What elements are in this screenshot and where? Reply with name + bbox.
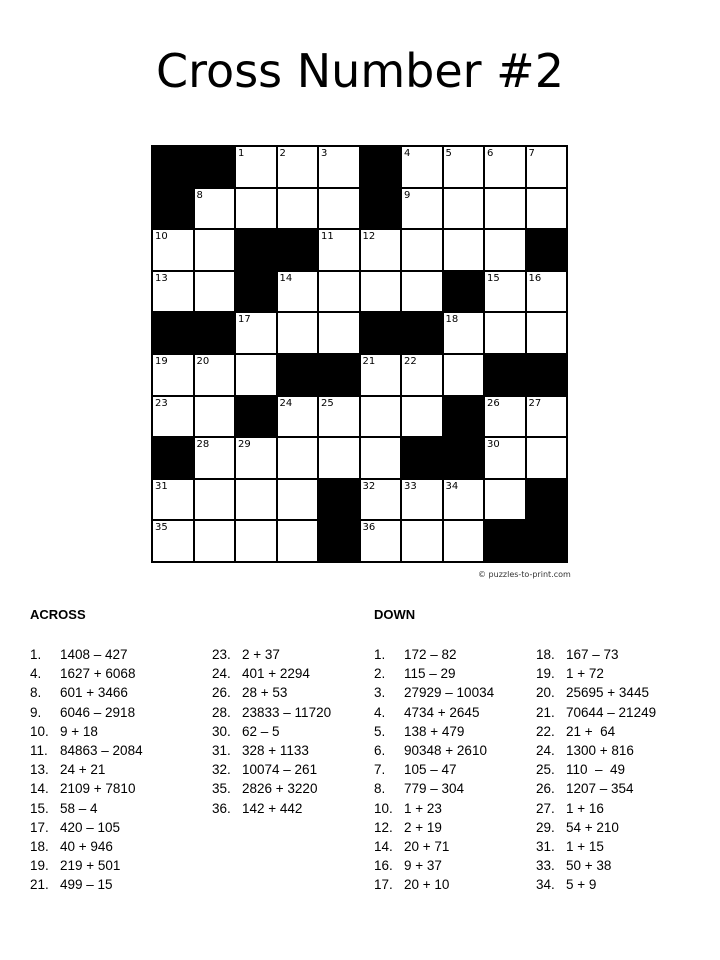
grid-cell[interactable] [527, 438, 567, 478]
clue-number: 14. [374, 838, 393, 854]
grid-cell[interactable] [319, 189, 359, 229]
grid-cell[interactable] [153, 230, 193, 270]
down-heading: DOWN [374, 607, 416, 622]
down-clues-column-1 [374, 645, 494, 894]
clue-expression: 2109 + 7810 [60, 781, 136, 797]
clue-number: 30. [212, 723, 231, 739]
clue-item [30, 779, 143, 798]
clue-expression: 1 + 72 [566, 666, 604, 682]
clue-expression: 54 + 210 [566, 819, 619, 835]
clue-number: 26. [536, 781, 555, 797]
clue-number: 6. [374, 742, 386, 758]
clue-number: 9 [404, 189, 411, 201]
clue-number: 25 [321, 397, 334, 409]
grid-cell-black [485, 355, 525, 395]
clue-number: 3 [321, 148, 328, 159]
clue-number: 5. [374, 723, 386, 739]
clue-number: 23. [212, 647, 231, 662]
clue-item [30, 645, 143, 664]
clue-item [374, 837, 494, 856]
clue-number: 14. [30, 781, 49, 797]
grid-cell[interactable] [195, 355, 235, 395]
clue-item [536, 703, 656, 722]
clue-item [212, 683, 331, 702]
clue-expression: 499 – 15 [60, 877, 113, 893]
grid-cell-black [195, 147, 235, 187]
grid-cell-black [153, 313, 193, 353]
grid-cell[interactable] [485, 313, 525, 353]
clue-expression: 20 + 10 [404, 877, 450, 893]
grid-cell[interactable] [153, 272, 193, 312]
across-clues-column-2 [212, 645, 331, 818]
clue-expression: 9 + 37 [404, 858, 442, 874]
grid-cell-black [402, 438, 442, 478]
grid-cell[interactable] [527, 397, 567, 437]
grid-cell[interactable] [153, 397, 193, 437]
grid-cell[interactable] [485, 438, 525, 478]
clue-expression: 1 + 15 [566, 838, 604, 854]
clue-number: 32 [362, 480, 376, 492]
clue-expression: 24 + 21 [60, 762, 106, 778]
clue-item [212, 645, 331, 664]
clue-item [536, 722, 656, 741]
clue-expression: 172 – 82 [404, 647, 457, 662]
clue-number: 1 [238, 148, 245, 159]
grid-cell[interactable] [444, 521, 484, 561]
clue-number: 30 [487, 439, 500, 451]
clue-item [374, 779, 494, 798]
clue-expression: 167 – 73 [566, 647, 619, 662]
clue-number: 8. [374, 781, 386, 797]
clue-item [374, 818, 494, 837]
clue-number: 19. [30, 858, 49, 874]
grid-cell[interactable] [195, 230, 235, 270]
grid-cell-black [485, 521, 525, 561]
grid-cell[interactable] [278, 480, 318, 520]
grid-cell[interactable] [527, 189, 567, 229]
clue-item [30, 818, 143, 837]
clue-number: 6 [487, 148, 494, 159]
clue-number: 31. [212, 742, 231, 758]
clue-expression: 420 – 105 [60, 819, 121, 835]
crossnumber-grid [151, 145, 568, 563]
clue-number: 5 [445, 148, 452, 159]
grid-cell-black [319, 521, 359, 561]
clue-number: 31 [155, 480, 168, 492]
clue-number: 28. [212, 704, 231, 720]
grid-cell-black [278, 355, 318, 395]
clue-number: 21. [536, 704, 555, 720]
clue-number: 34. [536, 877, 555, 893]
clue-expression: 27929 – 10034 [404, 685, 495, 701]
grid-cell[interactable] [361, 397, 401, 437]
clue-item [374, 760, 494, 779]
clue-number: 20 [196, 355, 210, 367]
across-clues-column-1 [30, 645, 143, 894]
clue-expression: 5 + 9 [566, 877, 597, 893]
grid-cell[interactable] [444, 313, 484, 353]
clue-number: 32. [212, 762, 231, 778]
clue-number: 21 [362, 355, 376, 367]
clue-number: 26 [487, 397, 500, 409]
clue-number: 2 [279, 148, 286, 159]
clue-expression: 28 + 53 [242, 685, 288, 701]
across-heading: ACROSS [30, 607, 86, 622]
grid-cell[interactable] [485, 272, 525, 312]
clue-expression: 115 – 29 [404, 666, 456, 682]
clue-item [212, 760, 331, 779]
clue-expression: 25695 + 3445 [566, 685, 649, 701]
clue-item [30, 664, 143, 683]
clue-item [212, 741, 331, 760]
grid-cell-black [236, 272, 276, 312]
grid-cell[interactable] [153, 355, 193, 395]
clue-number: 12. [374, 819, 393, 835]
clue-number: 33. [536, 858, 555, 874]
clue-expression: 779 – 304 [404, 781, 465, 797]
grid-cell-black [444, 272, 484, 312]
clue-item [212, 722, 331, 741]
clue-expression: 601 + 3466 [60, 685, 128, 701]
clue-expression: 142 + 442 [242, 800, 303, 816]
grid-cell[interactable] [195, 480, 235, 520]
clue-number: 23 [155, 397, 168, 409]
clue-number: 16 [528, 272, 542, 284]
grid-cell[interactable] [444, 189, 484, 229]
clue-number: 33 [404, 480, 417, 492]
clue-number: 7. [374, 762, 386, 778]
grid-cell[interactable] [195, 189, 235, 229]
grid-cell[interactable] [485, 480, 525, 520]
clue-item [212, 779, 331, 798]
clue-expression: 1300 + 816 [566, 742, 634, 758]
grid-cell-black [527, 521, 567, 561]
grid-cell[interactable] [319, 272, 359, 312]
clue-number: 9. [30, 704, 42, 720]
clue-item [374, 875, 494, 894]
clue-number: 29 [238, 439, 251, 451]
grid-cell[interactable] [278, 272, 318, 312]
grid-cell-black [527, 230, 567, 270]
grid-cell[interactable] [153, 521, 193, 561]
grid-cell-black [278, 230, 318, 270]
clue-expression: 62 – 5 [242, 723, 280, 739]
grid-cell-black [361, 147, 401, 187]
clue-number: 16. [374, 858, 393, 874]
clue-number: 21. [30, 877, 49, 893]
clue-expression: 70644 – 21249 [566, 704, 657, 720]
clue-item [212, 664, 331, 683]
clue-number: 24 [279, 397, 293, 409]
grid-cell[interactable] [361, 272, 401, 312]
clue-item [374, 645, 494, 664]
clue-number: 10. [30, 723, 49, 739]
clue-expression: 2826 + 3220 [242, 781, 318, 797]
clue-number: 25. [536, 762, 555, 778]
clue-number: 7 [528, 148, 535, 159]
clue-number: 35 [155, 522, 168, 534]
clue-number: 4 [404, 148, 411, 159]
grid-cell[interactable] [236, 438, 276, 478]
clue-number: 17. [30, 819, 49, 835]
clue-item [536, 818, 656, 837]
grid-cell[interactable] [402, 397, 442, 437]
clue-item [30, 837, 143, 856]
clue-item [536, 664, 656, 683]
clue-expression: 401 + 2294 [242, 666, 310, 682]
clue-number: 11. [30, 742, 48, 758]
clue-number: 29. [536, 819, 555, 835]
clue-number: 18. [30, 838, 49, 854]
clue-number: 10. [374, 800, 393, 816]
page-title: Cross Number #2 [156, 44, 564, 98]
clue-number: 11 [321, 231, 334, 243]
clue-expression: 1 + 23 [404, 800, 442, 816]
grid-cell[interactable] [236, 355, 276, 395]
grid-cell-black [319, 355, 359, 395]
clue-number: 13. [30, 762, 49, 778]
grid-cell-black [527, 355, 567, 395]
clue-expression: 105 – 47 [404, 762, 457, 778]
grid-cell[interactable] [236, 313, 276, 353]
clue-expression: 10074 – 261 [242, 762, 318, 778]
clue-number: 15. [30, 800, 49, 816]
clue-number: 24. [212, 666, 231, 682]
clue-number: 8. [30, 685, 42, 701]
grid-cell[interactable] [402, 272, 442, 312]
grid-cell[interactable] [485, 147, 525, 187]
clue-number: 18. [536, 647, 555, 662]
grid-cell[interactable] [278, 147, 318, 187]
grid-cell[interactable] [195, 521, 235, 561]
clue-item [536, 683, 656, 702]
clue-expression: 219 + 501 [60, 858, 121, 874]
grid-cell[interactable] [236, 480, 276, 520]
grid-cell[interactable] [319, 397, 359, 437]
clue-number: 26. [212, 685, 231, 701]
clue-expression: 84863 – 2084 [60, 742, 143, 758]
clue-number: 34 [445, 480, 459, 492]
grid-cell[interactable] [236, 521, 276, 561]
grid-cell[interactable] [444, 230, 484, 270]
clue-item [30, 703, 143, 722]
clue-number: 35. [212, 781, 231, 797]
clue-item [30, 760, 143, 779]
copyright-notice: © puzzles-to-print.com [478, 570, 571, 579]
clue-expression: 6046 – 2918 [60, 704, 136, 720]
down-clues-column-2 [536, 645, 656, 894]
clue-number: 15 [487, 272, 500, 284]
clue-number: 18 [445, 314, 459, 326]
clue-expression: 9 + 18 [60, 723, 98, 739]
grid-cell-black [444, 397, 484, 437]
grid-cell[interactable] [444, 147, 484, 187]
clue-number: 1. [374, 647, 386, 662]
grid-cell-black [361, 189, 401, 229]
grid-cell[interactable] [278, 438, 318, 478]
clue-expression: 23833 – 11720 [242, 704, 332, 720]
grid-cell-black [361, 313, 401, 353]
clue-number: 14 [279, 272, 293, 284]
clue-expression: 2 + 37 [242, 647, 280, 662]
grid-cell[interactable] [278, 521, 318, 561]
grid-cell-black [195, 313, 235, 353]
clue-item [536, 779, 656, 798]
grid-cell[interactable] [361, 480, 401, 520]
clue-number: 22 [404, 355, 417, 367]
clue-item [536, 875, 656, 894]
grid-cell[interactable] [278, 189, 318, 229]
clue-number: 36. [212, 800, 231, 816]
grid-cell[interactable] [319, 438, 359, 478]
clue-number: 17. [374, 877, 393, 893]
grid-cell[interactable] [485, 230, 525, 270]
clue-number: 4. [30, 666, 42, 682]
clue-expression: 1 + 16 [566, 800, 604, 816]
grid-cell-black [236, 397, 276, 437]
clue-expression: 2 + 19 [404, 819, 442, 835]
grid-cell-black [527, 480, 567, 520]
clue-expression: 21 + 64 [566, 723, 616, 739]
clue-expression: 138 + 479 [404, 723, 465, 739]
clue-number: 28 [196, 439, 210, 451]
clue-item [374, 703, 494, 722]
clue-number: 36 [362, 522, 376, 534]
clue-item [536, 799, 656, 818]
clue-item [30, 683, 143, 702]
grid-cell[interactable] [319, 230, 359, 270]
clue-item [30, 856, 143, 875]
clue-number: 13 [155, 272, 168, 284]
grid-cell[interactable] [153, 480, 193, 520]
clue-item [536, 760, 656, 779]
clue-item [374, 741, 494, 760]
clue-expression: 110 – 49 [566, 762, 626, 778]
clue-expression: 1408 – 427 [60, 647, 128, 662]
clue-item [374, 856, 494, 875]
clue-expression: 1627 + 6068 [60, 666, 136, 682]
clue-item [30, 722, 143, 741]
clue-item [30, 875, 143, 894]
grid-cell[interactable] [402, 230, 442, 270]
grid-cell[interactable] [278, 397, 318, 437]
grid-cell[interactable] [195, 397, 235, 437]
grid-cell[interactable] [485, 397, 525, 437]
grid-cell[interactable] [195, 438, 235, 478]
clue-number: 19. [536, 666, 555, 682]
grid-cell[interactable] [278, 313, 318, 353]
grid-cell[interactable] [361, 355, 401, 395]
clue-number: 8 [196, 189, 203, 201]
clue-item [536, 856, 656, 875]
clue-expression: 50 + 38 [566, 858, 612, 874]
clue-item [374, 683, 494, 702]
clue-item [30, 799, 143, 818]
grid-cell[interactable] [402, 189, 442, 229]
grid-cell-black [153, 438, 193, 478]
grid-cell[interactable] [319, 147, 359, 187]
grid-cell-black [153, 189, 193, 229]
clue-item [374, 799, 494, 818]
grid-cell[interactable] [402, 480, 442, 520]
grid-cell[interactable] [236, 147, 276, 187]
clue-number: 2. [374, 666, 386, 682]
clue-expression: 328 + 1133 [242, 742, 309, 758]
grid-cell[interactable] [195, 272, 235, 312]
grid-cell-black [444, 438, 484, 478]
clue-item [30, 741, 143, 760]
grid-cell[interactable] [444, 480, 484, 520]
clue-number: 31. [536, 838, 555, 854]
grid-cell[interactable] [236, 189, 276, 229]
clue-number: 4. [374, 704, 386, 720]
clue-number: 17 [238, 314, 251, 326]
clue-number: 27 [528, 397, 542, 409]
grid-cell[interactable] [527, 147, 567, 187]
grid-cell-black [402, 313, 442, 353]
clue-number: 3. [374, 685, 386, 701]
clue-expression: 58 – 4 [60, 800, 98, 816]
grid-cell[interactable] [319, 313, 359, 353]
clue-item [536, 741, 656, 760]
clue-item [374, 722, 494, 741]
clue-item [536, 645, 656, 664]
clue-expression: 20 + 71 [404, 838, 450, 854]
grid-cell[interactable] [527, 272, 567, 312]
grid-cell[interactable] [361, 438, 401, 478]
clue-number: 20. [536, 685, 555, 701]
clue-item [212, 799, 331, 818]
clue-item [536, 837, 656, 856]
grid-cell-black [319, 480, 359, 520]
clue-number: 19 [155, 355, 168, 367]
grid-cell[interactable] [444, 355, 484, 395]
clue-item [212, 703, 331, 722]
clue-number: 12 [362, 231, 376, 243]
clue-expression: 4734 + 2645 [404, 704, 480, 720]
clue-number: 24. [536, 742, 555, 758]
grid-cell-black [153, 147, 193, 187]
clue-number: 22. [536, 723, 555, 739]
clue-number: 1. [30, 647, 42, 662]
clue-item [374, 664, 494, 683]
grid-cell[interactable] [361, 230, 401, 270]
clue-expression: 90348 + 2610 [404, 742, 487, 758]
clue-expression: 40 + 946 [60, 838, 113, 854]
grid-cell[interactable] [402, 147, 442, 187]
clue-number: 27. [536, 800, 555, 816]
grid-cell-black [236, 230, 276, 270]
grid-cell[interactable] [527, 313, 567, 353]
clue-expression: 1207 – 354 [566, 781, 634, 797]
grid-cell[interactable] [402, 521, 442, 561]
grid-cell[interactable] [485, 189, 525, 229]
clue-number: 10 [155, 231, 168, 243]
grid-cell[interactable] [402, 355, 442, 395]
grid-cell[interactable] [361, 521, 401, 561]
